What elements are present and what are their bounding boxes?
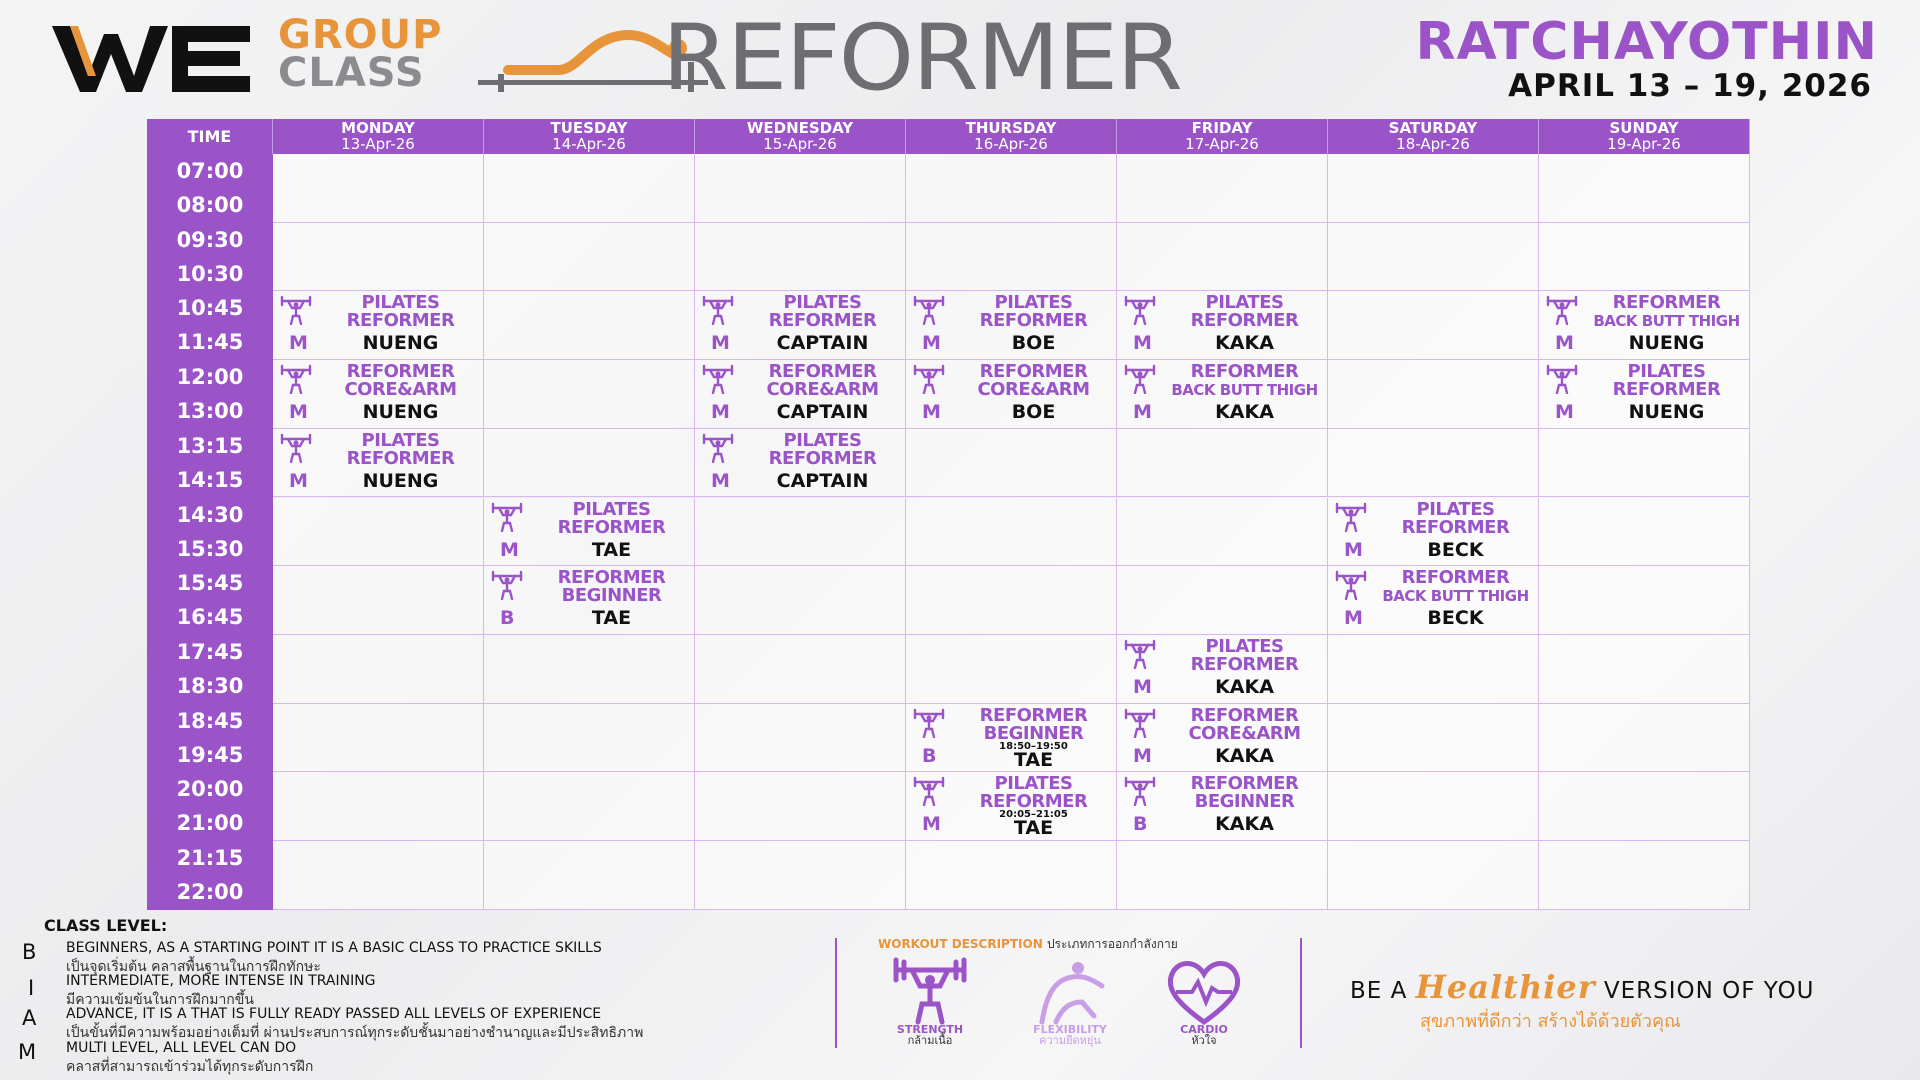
day-header — [273, 119, 484, 154]
day-date: 15-Apr-26 — [763, 135, 837, 153]
strength-icon — [1545, 364, 1579, 394]
class-block[interactable] — [273, 429, 484, 498]
class-name-line: REFORMER — [1190, 653, 1299, 675]
time-end: 21:00 — [176, 811, 244, 836]
flexibility-label-th: ความยืดหยุ่น — [1039, 1034, 1101, 1047]
day-name: THURSDAY — [965, 119, 1057, 137]
class-block[interactable] — [906, 360, 1117, 429]
workout-title-th: ประเภทการออกกำลังกาย — [1046, 937, 1178, 951]
day-date: 13-Apr-26 — [341, 135, 415, 153]
class-name-line: REFORMER — [979, 310, 1088, 332]
day-header — [1117, 119, 1328, 154]
schedule-cell — [484, 704, 695, 773]
cardio-label-th: หัวใจ — [1191, 1034, 1217, 1047]
time-end: 22:00 — [176, 880, 244, 904]
schedule-cell — [273, 223, 484, 292]
we-logo — [52, 20, 252, 96]
class-coach: TAE — [1013, 817, 1054, 840]
day-date: 14-Apr-26 — [552, 135, 626, 153]
class-block[interactable] — [1328, 498, 1539, 567]
reformer-title: REFORMER — [662, 4, 1182, 111]
class-block[interactable] — [1539, 291, 1750, 360]
schedule-cell — [273, 635, 484, 704]
class-coach: BOE — [1011, 332, 1056, 355]
level-desc-th-b: เป็นจุดเริ่มต้น คลาสพื้นฐานในการฝึกทักษะ — [66, 959, 321, 975]
schedule-cell — [906, 566, 1117, 635]
schedule-cell — [906, 223, 1117, 292]
class-block[interactable] — [695, 429, 906, 498]
class-coach: KAKA — [1215, 813, 1274, 836]
class-block[interactable] — [484, 498, 695, 567]
class-name-line: CORE&ARM — [977, 379, 1090, 401]
slogan-post: VERSION OF YOU — [1595, 978, 1815, 1004]
time-start: 09:30 — [176, 227, 244, 252]
class-name-line: BACK BUTT THIGH — [1382, 587, 1529, 606]
schedule-cell — [273, 704, 484, 773]
workout-title-en: WORKOUT DESCRIPTION — [878, 937, 1043, 951]
time-end: 11:45 — [176, 330, 244, 355]
class-name-line: REFORMER — [1190, 773, 1299, 795]
level-letter-m: M — [18, 1040, 37, 1064]
class-level: M — [1344, 607, 1363, 630]
strength-icon — [912, 708, 946, 738]
time-end: 15:30 — [176, 536, 244, 561]
class-block[interactable] — [1328, 566, 1539, 635]
schedule-cell — [1117, 429, 1328, 498]
day-date: 16-Apr-26 — [974, 135, 1048, 153]
day-date: 18-Apr-26 — [1396, 135, 1470, 153]
schedule-cell — [695, 566, 906, 635]
day-name: SATURDAY — [1388, 119, 1478, 137]
strength-icon — [1123, 639, 1157, 669]
time-start: 10:45 — [176, 296, 244, 321]
group-class-title — [278, 12, 443, 96]
strength-label — [870, 1024, 990, 1046]
class-name-line: PILATES — [783, 429, 862, 451]
schedule-cell — [273, 498, 484, 567]
cardio-label — [1144, 1024, 1264, 1046]
class-coach: KAKA — [1215, 744, 1274, 767]
day-date: 19-Apr-26 — [1607, 135, 1681, 153]
schedule-cell — [1539, 498, 1750, 567]
schedule-cell — [273, 772, 484, 841]
day-name: FRIDAY — [1191, 119, 1253, 137]
schedule-cell — [1117, 154, 1328, 223]
class-name-line: PILATES — [994, 773, 1073, 795]
schedule-cell — [906, 635, 1117, 704]
we-logo-icon — [52, 20, 252, 96]
strength-icon — [279, 295, 313, 325]
class-block[interactable] — [906, 772, 1117, 841]
strength-icon — [1334, 570, 1368, 600]
class-name-line: REFORMER — [1401, 567, 1510, 589]
strength-icon — [912, 364, 946, 394]
class-time-note: 18:50–19:50 — [999, 740, 1068, 752]
class-level: B — [500, 607, 515, 630]
day-header — [1328, 119, 1539, 154]
class-block[interactable] — [695, 360, 906, 429]
schedule-cell — [906, 429, 1117, 498]
strength-icon — [701, 433, 735, 463]
level-desc-i: INTERMEDIATE, MORE INTENSE IN TRAINING — [66, 973, 376, 989]
time-end: 10:30 — [176, 261, 244, 286]
class-name-line: REFORMER — [979, 704, 1088, 726]
schedule-cell — [1539, 429, 1750, 498]
schedule-cell — [484, 772, 695, 841]
class-level: M — [289, 469, 308, 492]
branch-name: RATCHAYOTHIN — [1415, 12, 1878, 72]
class-name-line: REFORMER — [768, 447, 877, 469]
schedule-cell — [695, 704, 906, 773]
slogan — [1350, 968, 1815, 1006]
time-end: 13:00 — [176, 399, 244, 424]
schedule-cell — [1328, 154, 1539, 223]
schedule-cell — [1539, 566, 1750, 635]
class-coach: TAE — [1013, 748, 1054, 771]
schedule-cell — [1117, 566, 1328, 635]
strength-icon — [490, 570, 524, 600]
class-level: M — [922, 401, 941, 424]
class-block[interactable] — [1117, 360, 1328, 429]
class-level: M — [1344, 538, 1363, 561]
class-block[interactable] — [1117, 704, 1328, 773]
schedule-grid — [147, 119, 1750, 910]
class-level: B — [1133, 813, 1148, 836]
cardio-icon — [1162, 956, 1246, 1028]
time-end: 18:30 — [176, 673, 244, 698]
class-name-line: BACK BUTT THIGH — [1171, 381, 1318, 400]
schedule-cell — [1328, 841, 1539, 910]
class-coach: KAKA — [1215, 332, 1274, 355]
strength-icon — [1123, 364, 1157, 394]
class-block[interactable] — [1539, 360, 1750, 429]
day-header — [695, 119, 906, 154]
footer-divider-2 — [1300, 938, 1302, 1048]
level-letter-i: I — [28, 976, 35, 1000]
schedule-cell — [484, 223, 695, 292]
class-coach: NUENG — [1628, 332, 1705, 355]
class-coach: CAPTAIN — [776, 332, 869, 355]
strength-icon — [1123, 708, 1157, 738]
schedule-cell — [1539, 772, 1750, 841]
time-end: 08:00 — [176, 193, 244, 217]
class-name-line: PILATES — [1205, 292, 1284, 314]
class-level: M — [711, 401, 730, 424]
schedule-cell — [695, 635, 906, 704]
class-coach: NUENG — [362, 332, 439, 355]
strength-icon — [701, 364, 735, 394]
strength-icon — [912, 295, 946, 325]
class-name-line: PILATES — [994, 292, 1073, 314]
class-name-line: REFORMER — [557, 567, 666, 589]
strength-icon — [888, 956, 972, 1028]
strength-icon — [1123, 776, 1157, 806]
class-coach: NUENG — [362, 401, 439, 424]
class-coach: TAE — [591, 538, 632, 561]
strength-icon — [1334, 502, 1368, 532]
time-header: TIME — [147, 119, 273, 154]
class-name-line: REFORMER — [1190, 361, 1299, 383]
class-level: M — [289, 401, 308, 424]
class-block[interactable] — [1117, 291, 1328, 360]
class-level: M — [1555, 332, 1574, 355]
schedule-cell — [484, 429, 695, 498]
class-block[interactable] — [1117, 635, 1328, 704]
class-name-line: CORE&ARM — [1188, 722, 1301, 744]
class-level-title: CLASS LEVEL: — [44, 916, 168, 935]
schedule-cell — [1117, 498, 1328, 567]
flexibility-icon — [1028, 956, 1112, 1028]
time-start: 20:00 — [176, 777, 244, 802]
class-time-note: 20:05–21:05 — [999, 809, 1068, 821]
class-block[interactable] — [273, 360, 484, 429]
strength-icon — [701, 295, 735, 325]
schedule-cell — [1539, 223, 1750, 292]
schedule-cell — [906, 154, 1117, 223]
class-name-line: REFORMER — [979, 791, 1088, 813]
class-name-line: REFORMER — [1612, 379, 1721, 401]
class-level: M — [1133, 675, 1152, 698]
class-name-line: BEGINNER — [1194, 791, 1295, 813]
time-start: 17:45 — [176, 639, 244, 664]
class-name-line: PILATES — [572, 498, 651, 520]
schedule-cell — [1328, 360, 1539, 429]
schedule-cell — [484, 841, 695, 910]
class-coach: BECK — [1427, 538, 1484, 561]
day-date: 17-Apr-26 — [1185, 135, 1259, 153]
schedule-cell — [484, 154, 695, 223]
class-name-line: PILATES — [1205, 635, 1284, 657]
slogan-highlight: Healthier — [1415, 968, 1596, 1006]
schedule-cell — [906, 841, 1117, 910]
schedule-cell — [1328, 429, 1539, 498]
schedule-cell — [695, 841, 906, 910]
level-letter-b: B — [22, 940, 37, 964]
day-name: TUESDAY — [550, 119, 628, 137]
level-desc-b: BEGINNERS, AS A STARTING POINT IT IS A BASIC CLASS TO PRACTICE SKILLS — [66, 940, 602, 956]
level-desc-th-i: มีความเข้มข้นในการฝึกมากขึ้น — [66, 992, 254, 1008]
schedule-cell — [273, 566, 484, 635]
class-coach: BOE — [1011, 401, 1056, 424]
class-block[interactable] — [1117, 772, 1328, 841]
strength-label-en: STRENGTH — [896, 1023, 964, 1036]
slogan-thai: สุขภาพที่ดีกว่า สร้างได้ด้วยตัวคุณ — [1420, 1011, 1681, 1032]
class-block[interactable] — [273, 291, 484, 360]
class-name-line: PILATES — [1627, 361, 1706, 383]
class-text: CLASS — [278, 50, 425, 96]
class-name-line: REFORMER — [1401, 516, 1510, 538]
strength-icon — [1123, 295, 1157, 325]
time-end: 14:15 — [176, 467, 244, 492]
class-block[interactable] — [484, 566, 695, 635]
class-level: M — [711, 332, 730, 355]
time-start: 12:00 — [176, 365, 244, 390]
level-desc-th-a: เป็นขั้นที่มีความพร้อมอย่างเต็มที่ ผ่านประสบการณ์ทุกระดับชั้นมาอย่างชำนาญและมีประสิทธิภาพ — [66, 1025, 644, 1041]
class-name-line: BEGINNER — [561, 585, 662, 607]
level-desc-m: MULTI LEVEL, ALL LEVEL CAN DO — [66, 1040, 297, 1056]
class-coach: CAPTAIN — [776, 401, 869, 424]
strength-icon — [912, 776, 946, 806]
time-start: 18:45 — [176, 708, 244, 733]
day-header — [1539, 119, 1750, 154]
class-level: M — [711, 469, 730, 492]
day-name: SUNDAY — [1609, 119, 1679, 137]
class-level: M — [500, 538, 519, 561]
time-start: 07:00 — [176, 159, 244, 183]
class-level: B — [922, 744, 937, 767]
schedule-cell — [695, 223, 906, 292]
class-level: M — [1133, 401, 1152, 424]
class-coach: CAPTAIN — [776, 469, 869, 492]
strength-icon — [490, 502, 524, 532]
day-header — [906, 119, 1117, 154]
slogan-pre: BE A — [1350, 978, 1416, 1004]
schedule-cell — [695, 772, 906, 841]
class-level: M — [922, 332, 941, 355]
schedule-cell — [273, 154, 484, 223]
schedule-cell — [1539, 154, 1750, 223]
strength-icon — [279, 433, 313, 463]
class-name-line: REFORMER — [346, 361, 455, 383]
class-name-line: CORE&ARM — [766, 379, 879, 401]
level-desc-a: ADVANCE, IT IS A THAT IS FULLY READY PASSED ALL LEVELS OF EXPERIENCE — [66, 1006, 602, 1022]
class-name-line: REFORMER — [346, 310, 455, 332]
class-name-line: REFORMER — [1190, 310, 1299, 332]
class-level: M — [1555, 401, 1574, 424]
class-level: M — [289, 332, 308, 355]
group-text: GROUP — [278, 12, 443, 58]
strength-icon — [1545, 295, 1579, 325]
time-start: 15:45 — [176, 571, 244, 596]
schedule-cell — [484, 291, 695, 360]
week-range: APRIL 13 – 19, 2026 — [1508, 68, 1872, 104]
day-name: MONDAY — [341, 119, 415, 137]
class-name-line: REFORMER — [557, 516, 666, 538]
class-name-line: REFORMER — [979, 361, 1088, 383]
class-coach: BECK — [1427, 607, 1484, 630]
class-name-line: BACK BUTT THIGH — [1593, 312, 1740, 331]
schedule-cell — [1539, 704, 1750, 773]
schedule-cell — [1328, 635, 1539, 704]
schedule-cell — [273, 841, 484, 910]
class-level: M — [1133, 744, 1152, 767]
schedule-cell — [1539, 841, 1750, 910]
class-name-line: PILATES — [361, 292, 440, 314]
class-coach: TAE — [591, 607, 632, 630]
time-end: 16:45 — [176, 605, 244, 630]
schedule-cell — [1328, 704, 1539, 773]
class-block[interactable] — [906, 704, 1117, 773]
time-start: 21:15 — [176, 846, 244, 870]
class-name-line: REFORMER — [346, 447, 455, 469]
schedule-cell — [1117, 223, 1328, 292]
class-name-line: PILATES — [1416, 498, 1495, 520]
schedule-cell — [1328, 772, 1539, 841]
class-name-line: CORE&ARM — [344, 379, 457, 401]
time-start: 14:30 — [176, 502, 244, 527]
class-coach: KAKA — [1215, 675, 1274, 698]
day-name: WEDNESDAY — [746, 119, 854, 137]
class-name-line: PILATES — [361, 429, 440, 451]
class-block[interactable] — [695, 291, 906, 360]
schedule-cell — [695, 154, 906, 223]
cardio-label-en: CARDIO — [1180, 1023, 1228, 1036]
time-end: 19:45 — [176, 742, 244, 767]
class-level: M — [922, 813, 941, 836]
strength-icon — [279, 364, 313, 394]
class-coach: NUENG — [362, 469, 439, 492]
flexibility-label-en: FLEXIBILITY — [1033, 1023, 1107, 1036]
schedule-cell — [1328, 223, 1539, 292]
schedule-cell — [906, 498, 1117, 567]
class-block[interactable] — [906, 291, 1117, 360]
schedule-cell — [1328, 291, 1539, 360]
class-name-line: BEGINNER — [983, 722, 1084, 744]
schedule-cell — [484, 635, 695, 704]
schedule-cell — [695, 498, 906, 567]
class-coach: NUENG — [1628, 401, 1705, 424]
class-name-line: REFORMER — [768, 361, 877, 383]
schedule-cell — [484, 360, 695, 429]
strength-label-th: กล้ามเนื้อ — [907, 1034, 953, 1047]
class-name-line: REFORMER — [1612, 292, 1721, 314]
level-letter-a: A — [22, 1006, 37, 1030]
level-desc-th-m: คลาสที่สามารถเข้าร่วมได้ทุกระดับการฝึก — [66, 1059, 314, 1075]
day-header — [484, 119, 695, 154]
footer-divider-1 — [835, 938, 837, 1048]
time-start: 13:15 — [176, 433, 244, 458]
class-name-line: REFORMER — [1190, 704, 1299, 726]
class-name-line: REFORMER — [768, 310, 877, 332]
class-coach: KAKA — [1215, 401, 1274, 424]
flexibility-label — [1010, 1024, 1130, 1046]
class-level: M — [1133, 332, 1152, 355]
class-name-line: PILATES — [783, 292, 862, 314]
schedule-cell — [1539, 635, 1750, 704]
workout-description-title — [878, 935, 1178, 954]
schedule-cell — [1117, 841, 1328, 910]
